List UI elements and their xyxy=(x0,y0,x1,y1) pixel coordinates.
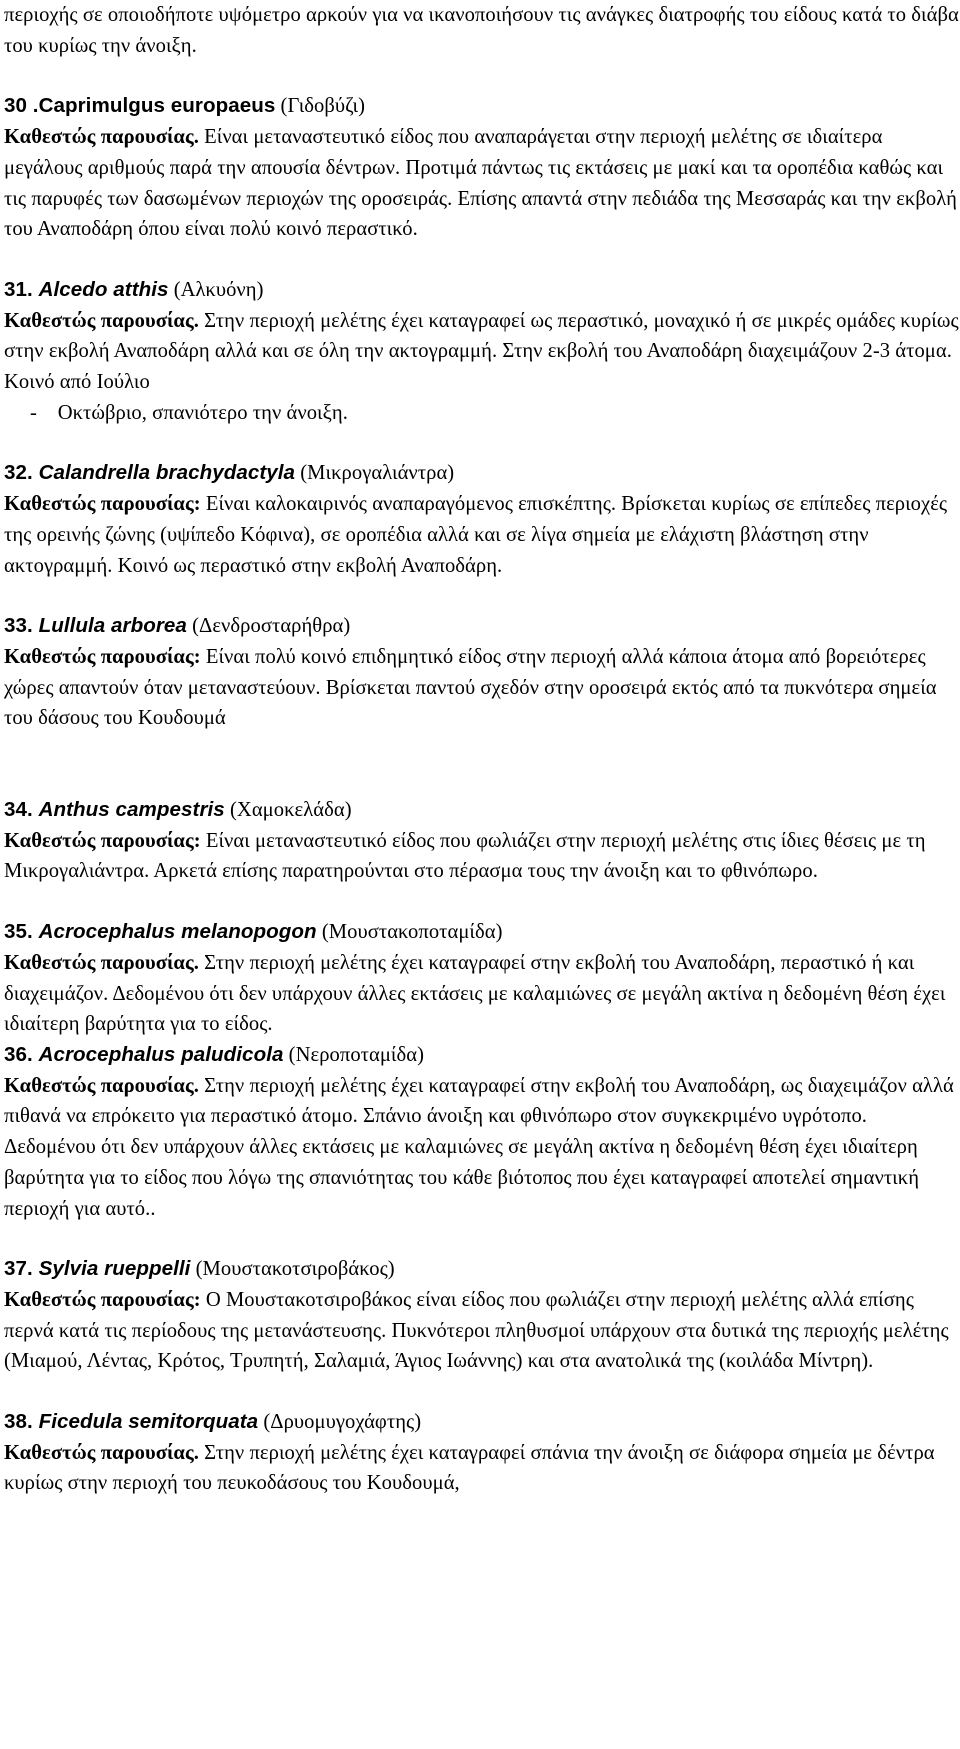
status-text: Στην περιοχή μελέτης έχει καταγραφεί στην εκβολή του Αναποδάρη, ως διαχειμάζον αλλά πιθανά να επρόκειτο για περαστικό άτομο. Σπάνιο άνοιξη και φθινόπωρο στον συγκεκριμένο υγρότοπο. Δεδομένου ότι δεν υπάρχουν άλλες εκτάσεις με καλαμιώνες σε μεγάλη ακτίνα η δεδομένη θέση έχει ιδιαίτερη βαρύτητα για το είδος που λόγω της σπανιότητας του κάθε βιότοπος που έχει καταγραφεί αποτελεί σημαντική περιοχή για αυτό.. xyxy=(4,1074,954,1220)
status-label: Καθεστώς παρουσίας: xyxy=(4,1288,201,1311)
intro-paragraph: περιοχής σε οποιοδήποτε υψόμετρο αρκούν για να ικανοποιήσουν τις ανάγκες διατροφής του είδους κατά το διάβα του κυρίως την άνοιξη. xyxy=(4,4,959,57)
species-heading xyxy=(4,1040,960,1071)
species-number: 38. xyxy=(4,1410,39,1434)
species-heading xyxy=(4,1407,960,1438)
species-number: 31. xyxy=(4,277,39,301)
species-common-name: (Μουστακοτσιροβάκος) xyxy=(190,1258,395,1281)
status-text: Είναι μεταναστευτικό είδος που αναπαράγεται στην περιοχή μελέτης σε ιδιαίτερα μεγάλους αριθμούς παρά την απουσία δέντρων. Προτιμά πάντως τις εκτάσεις με μακί και τα οροπέδια καθώς και τις παρυφές των δασωμένων περιοχών της οροσειράς. Επίσης απαντά στην πεδιάδα της Μεσσαράς και την εκβολή του Αναποδάρη όπου είναι πολύ κοινό περαστικό. xyxy=(4,126,957,241)
species-scientific-name: Acrocephalus paludicola xyxy=(38,1042,284,1066)
species-heading xyxy=(4,917,960,948)
species-heading xyxy=(4,458,960,489)
species-scientific-name: Sylvia rueppelli xyxy=(38,1257,191,1281)
species-entry-38 xyxy=(4,1407,960,1499)
species-scientific-name: Calandrella brachydactyla xyxy=(38,461,296,485)
species-common-name: (Νεροποταμίδα) xyxy=(283,1043,425,1066)
species-common-name: (Δρυομυγοχάφτης) xyxy=(258,1411,422,1434)
status-text: Είναι μεταναστευτικό είδος που φωλιάζει στην περιοχή μελέτης στις ίδιες θέσεις με τη Μικρογαλιάντρα. Αρκετά επίσης παρατηρούνται στο πέρασμα τους την άνοιξη και το φθινόπωρο. xyxy=(4,829,926,883)
species-number: 34. xyxy=(4,798,39,822)
species-heading xyxy=(4,275,960,306)
status-label: Καθεστώς παρουσίας. xyxy=(4,1441,199,1464)
species-common-name: (Μουστακοποταμίδα) xyxy=(316,921,503,944)
species-number: 30 . xyxy=(4,94,39,118)
species-number: 33. xyxy=(4,614,39,638)
species-entry-32 xyxy=(4,458,960,581)
species-number: 35. xyxy=(4,920,39,944)
status-label: Καθεστώς παρουσίας: xyxy=(4,645,201,668)
species-entry-34 xyxy=(4,795,960,887)
species-entry-31 xyxy=(4,275,960,429)
species-entry-37 xyxy=(4,1254,960,1377)
species-entry-36 xyxy=(4,1040,960,1224)
status-label: Καθεστώς παρουσίας. xyxy=(4,126,199,149)
species-heading xyxy=(4,91,960,122)
species-number: 36. xyxy=(4,1042,39,1066)
species-scientific-name: Acrocephalus melanopogon xyxy=(38,920,317,944)
status-label: Καθεστώς παρουσίας. xyxy=(4,951,199,974)
status-text: Είναι πολύ κοινό επιδημητικό είδος στην περιοχή αλλά κάποια άτομα από βορειότερες χώρες απαντούν όταν μεταναστεύουν. Βρίσκεται παντού σχεδόν στην οροσειρά εκτός από τα πυκνότερα σημεία του δάσους του Κουδουμά xyxy=(4,645,937,730)
species-scientific-name: Alcedo atthis xyxy=(38,277,169,301)
species-entry-30 xyxy=(4,91,960,245)
species-number: 37. xyxy=(4,1257,39,1281)
species-heading xyxy=(4,795,960,826)
status-text: Στην περιοχή μελέτης έχει καταγραφεί ως περαστικό, μοναχικό ή σε μικρές ομάδες κυρίως στην εκβολή Αναποδάρη αλλά και σε όλη την ακτογραμμή. Στην εκβολή του Αναποδάρη διαχειμάζουν 2-3 άτομα. Κοινό από Ιούλιο xyxy=(4,309,959,394)
species-common-name: (Χαμοκελάδα) xyxy=(224,799,352,822)
species-common-name: (Γιδοβύζι) xyxy=(275,95,366,118)
species-common-name: (Δενδροσταρήθρα) xyxy=(186,615,351,638)
species-scientific-name: Anthus campestris xyxy=(38,798,225,822)
status-text: Στην περιοχή μελέτης έχει καταγραφεί στην εκβολή του Αναποδάρη, περαστικό ή και διαχειμάζον. Δεδομένου ότι δεν υπάρχουν άλλες εκτάσεις με καλαμιώνες σε μεγάλη ακτίνα η δεδομένη θέση έχει ιδιαίτερη βαρύτητα για το είδος. xyxy=(4,951,946,1036)
species-common-name: (Αλκυόνη) xyxy=(168,278,264,301)
status-text: Στην περιοχή μελέτης έχει καταγραφεί σπάνια την άνοιξη σε διάφορα σημεία με δέντρα κυρίως στην περιοχή του πευκοδάσους του Κουδουμά, xyxy=(4,1441,935,1495)
species-entry-33 xyxy=(4,611,960,734)
species-heading xyxy=(4,611,960,642)
species-scientific-name: Lullula arborea xyxy=(38,614,187,638)
species-scientific-name: Caprimulgus europaeus xyxy=(38,94,276,118)
status-label: Καθεστώς παρουσίας. xyxy=(4,309,199,332)
species-heading xyxy=(4,1254,960,1285)
status-text-continued: - Οκτώβριο, σπανιότερο την άνοιξη. xyxy=(4,401,348,424)
status-text: Ο Μουστακοτσιροβάκος είναι είδος που φωλιάζει στην περιοχή μελέτης αλλά επίσης περνά κατά τις περίοδους της μετανάστευσης. Πυκνότεροι πληθυσμοί υπάρχουν στα δυτικά της περιοχής μελέτης (Μιαμού, Λέντας, Κρότος, Τρυπητή, Σαλαμιά, Άγιος Ιωάννης) και στα ανατολικά της (κοιλάδα Μίντρη). xyxy=(4,1288,949,1373)
status-text: Είναι καλοκαιρινός αναπαραγόμενος επισκέπτης. Βρίσκεται κυρίως σε επίπεδες περιοχές της ορεινής ζώνης (υψίπεδο Κόφινα), σε οροπέδια αλλά και σε λίγα σημεία με ελάχιστη βλάστηση στην ακτογραμμή. Κοινό ως περαστικό στην εκβολή Αναποδάρη. xyxy=(4,493,948,577)
species-number: 32. xyxy=(4,461,39,485)
species-scientific-name: Ficedula semitorquata xyxy=(38,1410,259,1434)
status-label: Καθεστώς παρουσίας. xyxy=(4,1074,199,1097)
status-label: Καθεστώς παρουσίας: xyxy=(4,493,201,516)
status-label: Καθεστώς παρουσίας: xyxy=(4,829,201,852)
species-entry-35 xyxy=(4,917,960,1040)
species-common-name: (Μικρογαλιάντρα) xyxy=(295,462,455,485)
